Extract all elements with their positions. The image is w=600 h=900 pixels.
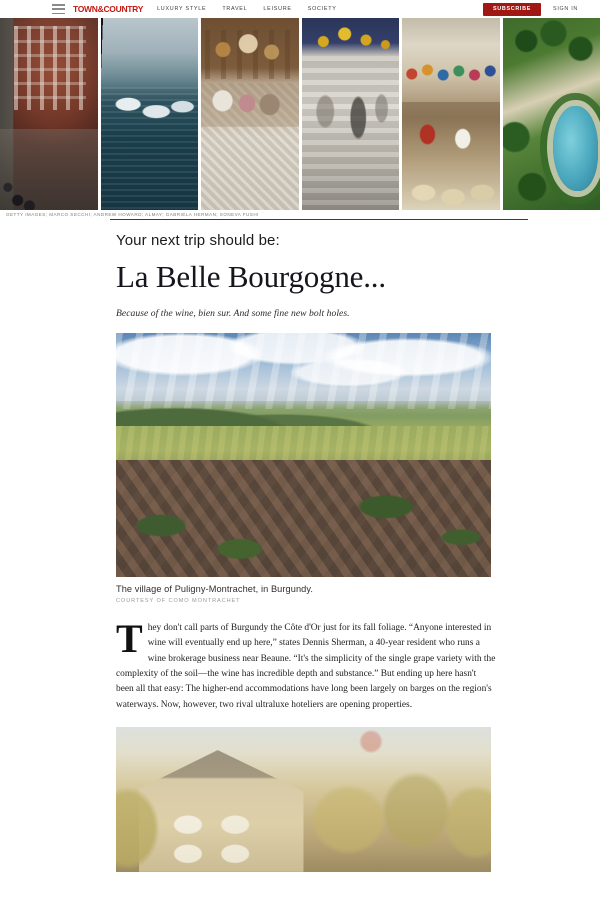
strip-image-living-room-sofa-and-rug[interactable] (201, 18, 299, 210)
horizontal-rule (110, 219, 528, 220)
sign-in-link[interactable]: SIGN IN (553, 6, 578, 12)
warm-haze-overlay (116, 727, 491, 872)
article-dek: Because of the wine, bien sur. And some fine new bolt holes. (116, 307, 350, 319)
strip-image-baroque-building-blue-gold-dome[interactable] (302, 18, 400, 210)
strip-image-tropical-resort-pool-aerial[interactable] (503, 18, 600, 210)
article-hero-image-wrap (116, 333, 491, 604)
article-kicker: Your next trip should be: (116, 232, 280, 250)
nav-item-society[interactable]: SOCIETY (307, 6, 337, 12)
article-hero-image-village-of-puligny-montrachet[interactable] (116, 333, 491, 577)
site-logo[interactable]: TOWN&COUNTRY (73, 4, 144, 14)
hamburger-line (52, 8, 65, 10)
strip-photo-credit: GETTY IMAGES; MARCO SECCHI; ANDREW HOWARD; ALMAY; GABRIELA HERMAN; SONEVA FUSHI (6, 212, 259, 217)
nav-item-leisure[interactable]: LEISURE (263, 6, 292, 12)
hamburger-menu-icon[interactable] (52, 4, 65, 14)
article-headline: La Belle Bourgogne... (116, 259, 386, 295)
strip-image-red-brick-hotel-street-aerial[interactable] (0, 18, 98, 210)
hero-sky-clouds (116, 333, 491, 409)
article-secondary-image-wrap (116, 727, 491, 872)
subscribe-button[interactable]: SUBSCRIBE (483, 3, 541, 16)
article-paragraph: They don't call parts of Burgundy the Côte d'Or just for its fall foliage. “Anyone interested in wine will eventually end up here,” states Dennis Sherman, a 40-year resident who runs a wine brokerage business near Beaune. “It's the simplicity of the single grape variety with the complexity of the soil—the wine has incredible depth and substance.” But ending up here hasn't been all that easy: The higher-end accommodations have long been largely on barges on the region's waterways. Now, however, two rival ultraluxe hoteliers are opening properties. (116, 615, 496, 710)
hero-caption: The village of Puligny-Montrachet, in Burgundy. (116, 583, 314, 594)
hero-caption-credit: COURTESY OF COMO MONTRACHET (116, 597, 241, 604)
hamburger-line (52, 4, 65, 6)
primary-nav (157, 6, 337, 12)
hero-image-strip (0, 18, 600, 210)
article-body (0, 232, 600, 872)
hero-village-rooftops (116, 460, 491, 577)
hamburger-line (52, 13, 65, 15)
nav-item-luxury-style[interactable]: LUXURY STYLE (157, 6, 207, 12)
nav-item-travel[interactable]: TRAVEL (222, 6, 248, 12)
site-header (0, 0, 600, 18)
header-actions (483, 3, 578, 16)
article-image-stone-manor-house-in-trees[interactable] (116, 727, 491, 872)
divider-wrap (0, 217, 600, 220)
strip-image-outdoor-market-with-hats[interactable] (402, 18, 500, 210)
strip-image-venice-gondolas-on-water[interactable] (101, 18, 199, 210)
